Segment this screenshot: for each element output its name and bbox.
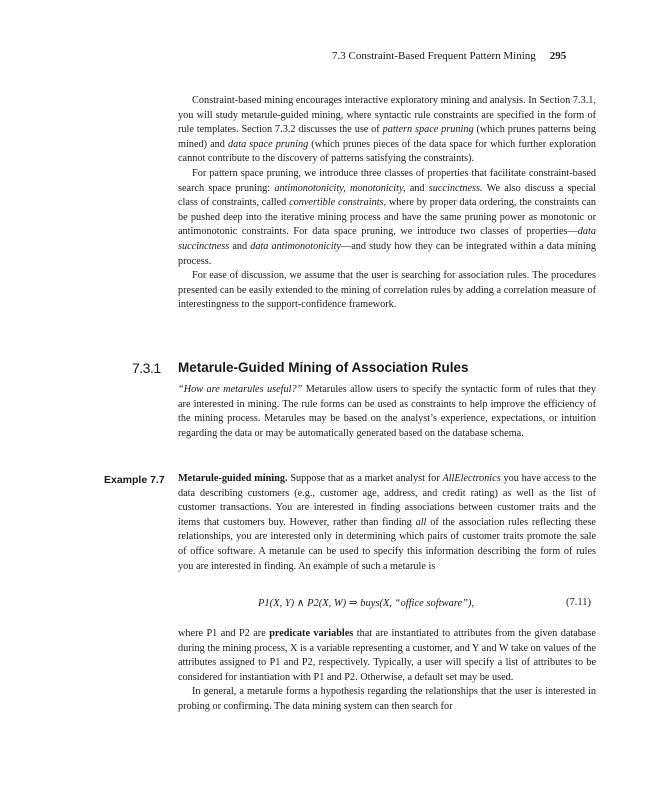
equation-number: (7.11) [566,597,591,608]
section-paragraph-1: “How are metarules useful?” Metarules allow users to specify the syntactic form of rules that they are interested in mining. The rule forms can be used as constraints to help improve the efficiency of the mining process. Metarules may be based on the analyst’s experience, expectations, or intuition regarding the data or may be automatically generated based on the database schema. [178,384,596,439]
example-label: Example 7.7 [104,474,165,486]
header-section-title: 7.3 Constraint-Based Frequent Pattern Mining [332,50,536,62]
intro-paragraph-3: For ease of discussion, we assume that the user is searching for association rules. The procedures presented can be easily extended to the mining of correlation rules by adding a correlation measure of interestingness to the support-confidence framework. [178,270,596,311]
section-number: 7.3.1 [132,360,161,376]
intro-text [178,94,596,313]
section-title: Metarule-Guided Mining of Association Rules [178,360,469,375]
running-header [332,50,596,62]
page-number: 295 [549,50,567,62]
intro-paragraph-1: Constraint-based mining encourages interactive exploratory mining and analysis. In Section 7.3.1, you will study metarule-guided mining, where syntactic rule constraints are specified in the form of rule templates. Section 7.3.2 discusses the use of pattern space pruning (which prunes patterns being mined) and data space pruning (which prunes pieces of the data space for which further exploration cannot contribute to the discovery of patterns satisfying the constraints). [178,95,596,165]
final-paragraph: In general, a metarule forms a hypothesis regarding the relationships that the user is interested in probing or confirming. The data mining system can then search for [178,686,596,712]
section-text [178,383,596,441]
example-continuation [178,627,596,715]
intro-paragraph-2: For pattern space pruning, we introduce three classes of properties that facilitate constraint-based search space pruning: antimonotonicity, monotonicity, and succinctness. We also discuss a special class of constraints, called convertible constraints, where by proper data ordering, the constraints can be pushed deep into the iterative mining process and have the same pruning power as monotonic or antimonotonic constraints. For data space pruning, we introduce two classes of properties—data succinctness and data antimonotonicity—and study how they can be integrated within a data mining process. [178,167,597,267]
example-text [178,472,596,574]
example-title: Metarule-guided mining. [178,473,288,484]
predicate-variables-term: predicate variables [269,628,354,639]
metarule-formula: P1(X, Y) ∧ P2(X, W) ⇒ buys(X, “office software”), [258,598,475,609]
after-formula-paragraph: where P1 and P2 are predicate variables that are instantiated to attributes from the given database during the mining process, X is a variable representing a customer, and Y and W take on values of the attributes assigned to P1 and P2, respectively. Typically, a user will specify a list of attributes to be considered for instantiation with P1 and P2. Otherwise, a default set may be used. [178,628,596,683]
example-paragraph: Metarule-guided mining. Suppose that as a market analyst for AllElectronics you have access to the data describing customers (e.g., customer age, address, and credit rating) as well as the list of customer transactions. You are interested in finding associations between customer traits and the items that customers buy. However, rather than finding all of the association rules reflecting these relationships, you are interested only in determining which pairs of customer traits promote the sale of office software. A metarule can be used to specify this information describing the form of rules you are interested in finding. An example of such a metarule is [178,473,596,572]
